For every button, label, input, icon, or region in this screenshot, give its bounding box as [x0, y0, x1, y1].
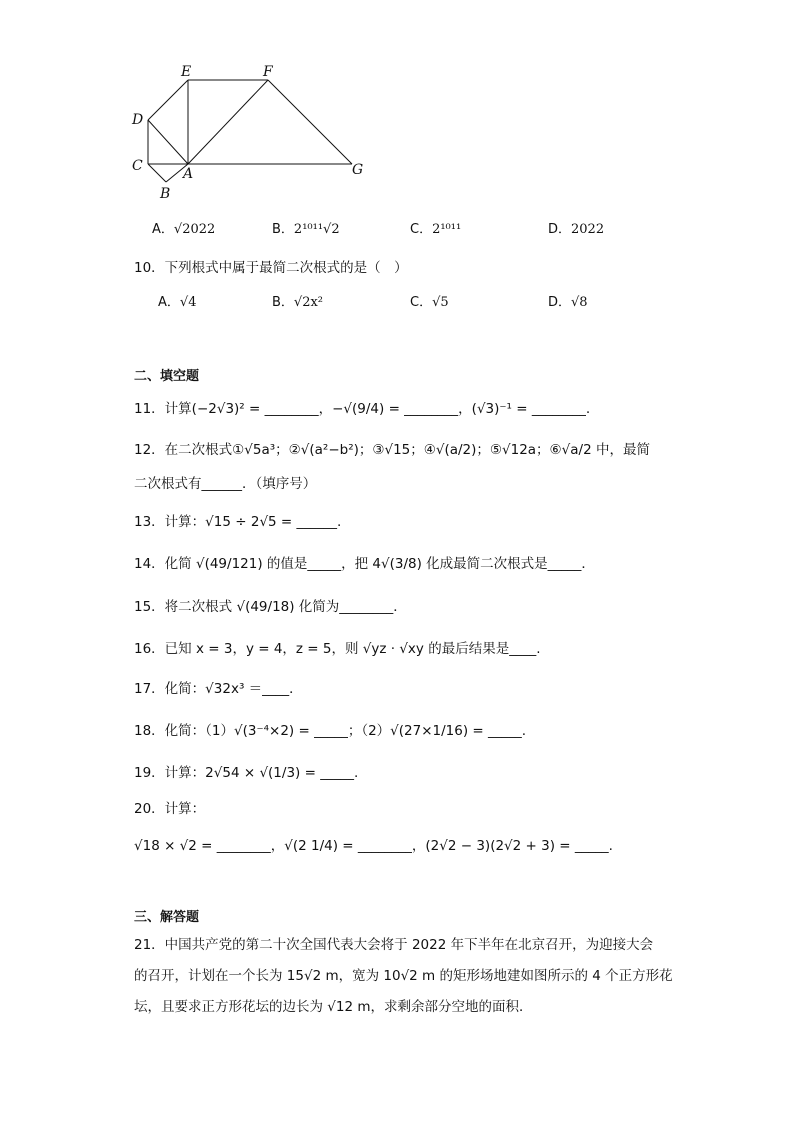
question-17: 17．化简：√32x³ ＝____． — [134, 681, 303, 697]
label-c: C — [132, 158, 143, 174]
label-d: D — [132, 112, 144, 128]
q10-stem: 10．下列根式中属于最简二次根式的是（ ） — [134, 260, 408, 276]
q9-option-d: D．2022 — [548, 222, 605, 237]
question-15: 15．将二次根式 √(49/18) 化简为________． — [134, 599, 407, 615]
label-e: E — [181, 64, 192, 80]
label-f: F — [263, 64, 273, 80]
question-21-line1: 21．中国共产党的第二十次全国代表大会将于 2022 年下半年在北京召开，为迎接大会 — [134, 937, 654, 953]
segment-da — [148, 120, 188, 164]
segment-de — [148, 80, 188, 120]
question-21-line2: 的召开，计划在一个长为 15√2 m，宽为 10√2 m 的矩形场地建如图所示的 4 个正方形花 — [134, 968, 673, 984]
segment-fa — [188, 80, 268, 164]
q10-option-a: A．√4 — [158, 295, 197, 310]
q9-option-b: B．2¹⁰¹¹√2 — [272, 222, 340, 237]
q10-option-c: C．√5 — [410, 295, 449, 310]
question-11: 11．计算(−2√3)² = ________，−√(9/4) = ________，(√3)⁻¹ = ________. — [134, 401, 591, 417]
segment-cb — [148, 164, 166, 182]
question-21-line3: 坛，且要求正方形花坛的边长为 √12 m，求剩余部分空地的面积． — [134, 999, 533, 1015]
section-answer-heading: 三、解答题 — [134, 910, 200, 925]
geometry-figure — [120, 58, 380, 208]
question-19: 19．计算：2√54 × √(1/3) = _____. — [134, 765, 359, 781]
q10-option-b: B．√2x² — [272, 295, 324, 310]
q9-option-c: C．2¹⁰¹¹ — [410, 222, 462, 237]
section-fill-in-heading: 二、填空题 — [134, 369, 200, 384]
label-a: A — [183, 166, 194, 182]
q10-option-d: D．√8 — [548, 295, 588, 310]
question-12-line2: 二次根式有______．（填序号） — [134, 476, 317, 492]
question-16: 16．已知 x = 3，y = 4，z = 5，则 √yz · √xy 的最后结果是____. — [134, 641, 541, 657]
segment-fg — [268, 80, 352, 164]
label-b: B — [160, 186, 171, 202]
question-12-line1: 12．在二次根式①√5a³；②√(a²−b²)；③√15；④√(a/2)；⑤√12a；⑥√a/2 中，最简 — [134, 442, 650, 458]
question-13: 13．计算：√15 ÷ 2√5 = ______. — [134, 514, 342, 530]
label-g: G — [352, 162, 364, 178]
q9-option-a: A．√2022 — [152, 222, 216, 237]
question-20-stem: 20．计算： — [134, 801, 206, 817]
question-20-line: √18 × √2 = ________，√(2 1/4) = ________，(2√2 − 3)(2√2 + 3) = _____. — [134, 838, 613, 854]
question-14: 14．化简 √(49/121) 的值是_____，把 4√(3/8) 化成最简二次根式是_____． — [134, 556, 595, 572]
question-18: 18．化简：（1）√(3⁻⁴×2) = _____；（2）√(27×1/16) = _____. — [134, 723, 527, 739]
